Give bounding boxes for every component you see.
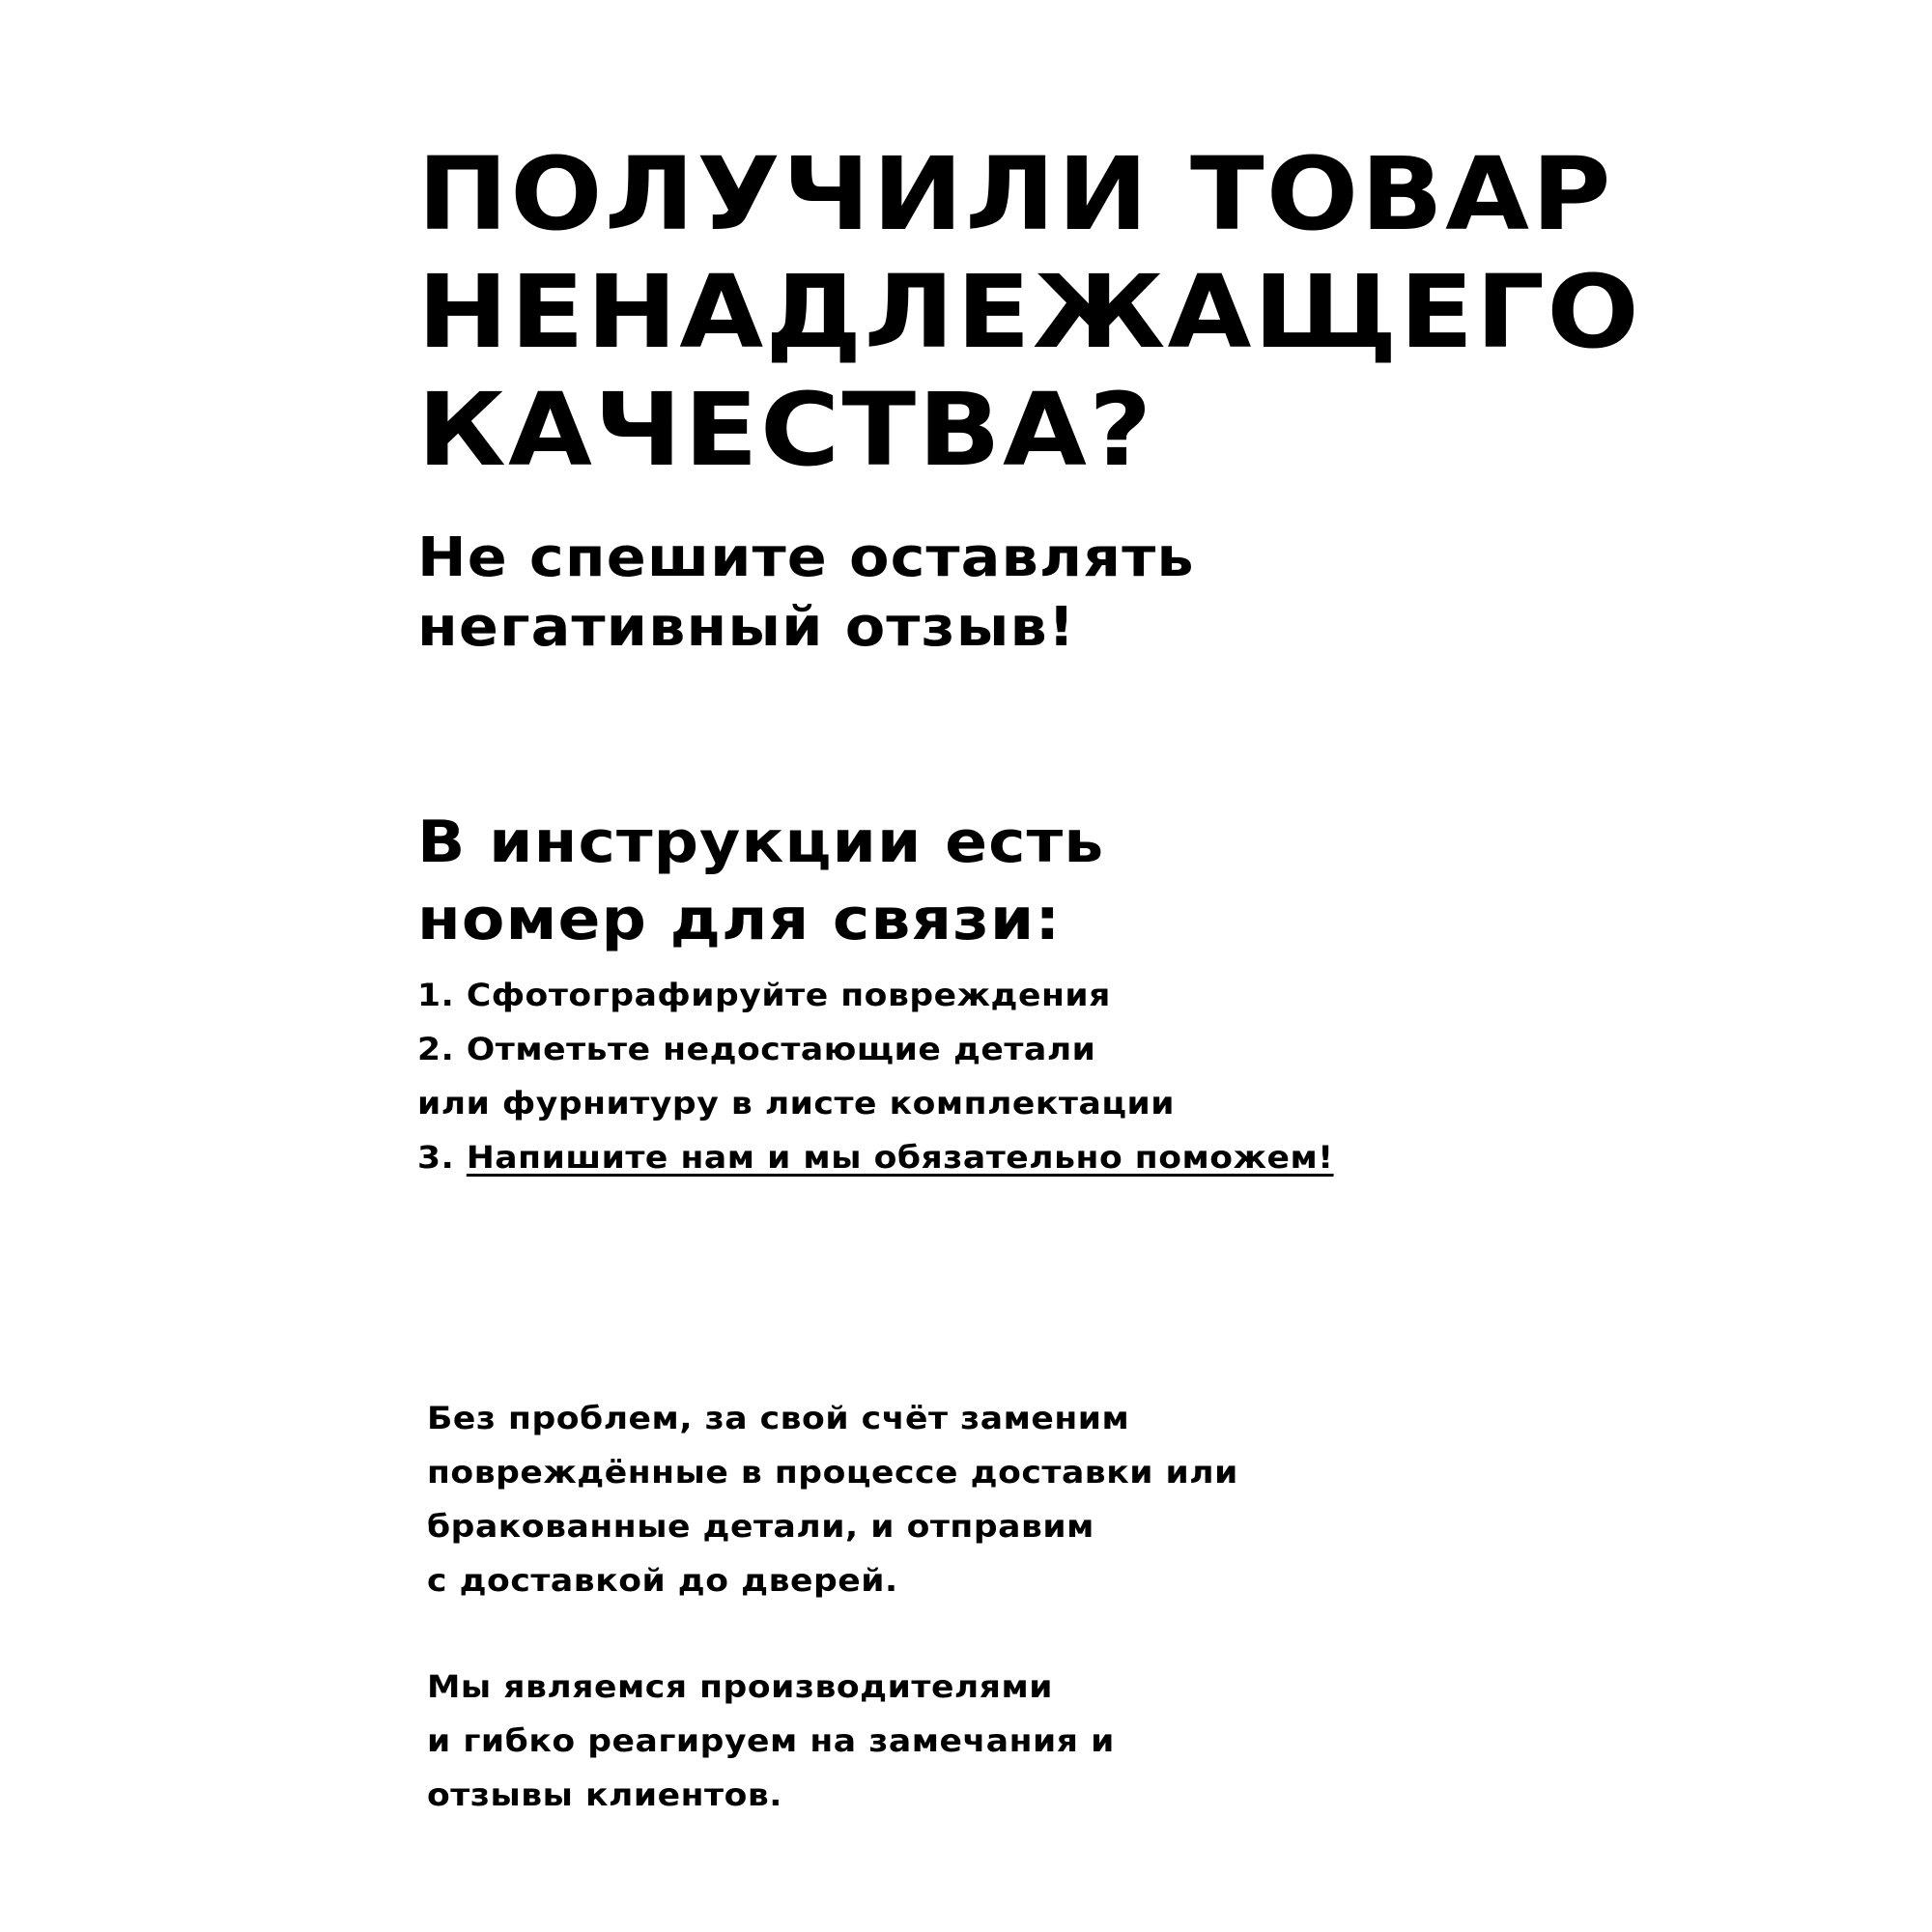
subtitle-line: Не спешите оставлять: [417, 526, 1195, 589]
step-3: [417, 1130, 1334, 1184]
contact-us-link[interactable]: Напишите нам и мы обязательно поможем!: [466, 1139, 1334, 1176]
paragraph-line: бракованные детали, и отправим: [427, 1508, 1094, 1545]
paragraph-line: и гибко реагируем на замечания и: [427, 1722, 1115, 1759]
step-2-line-1: 2. Отметьте недостающие детали: [417, 1031, 1096, 1067]
paragraph-line: Без проблем, за свой счёт заменим: [427, 1400, 1130, 1436]
headline-line: НЕНАДЛЕЖАЩЕГО: [417, 253, 1641, 371]
instructions-steps: [417, 968, 1334, 1184]
paragraph-line: отзывы клиентов.: [427, 1776, 782, 1813]
headline-line: ПОЛУЧИЛИ ТОВАР: [417, 135, 1613, 253]
page-headline: [417, 135, 1878, 489]
replacement-paragraph: [427, 1391, 1238, 1607]
page-subtitle: [417, 524, 1195, 663]
step-2-line-2: или фурнитуру в листе комплектации: [417, 1085, 1175, 1122]
manufacturer-paragraph: [427, 1660, 1115, 1822]
instructions-title: [417, 804, 1104, 958]
paragraph-line: повреждённые в процессе доставки или: [427, 1454, 1238, 1491]
step-3-number: 3.: [417, 1139, 467, 1176]
paragraph-line: Мы являемся производителями: [427, 1668, 1054, 1705]
instructions-title-line: номер для связи:: [417, 886, 1062, 953]
paragraph-line: с доставкой до дверей.: [427, 1562, 898, 1599]
subtitle-line: негативный отзыв!: [417, 596, 1076, 659]
headline-line: КАЧЕСТВА?: [417, 371, 1154, 489]
step-1: 1. Сфотографируйте повреждения: [417, 977, 1111, 1013]
instructions-title-line: В инструкции есть: [417, 809, 1105, 876]
